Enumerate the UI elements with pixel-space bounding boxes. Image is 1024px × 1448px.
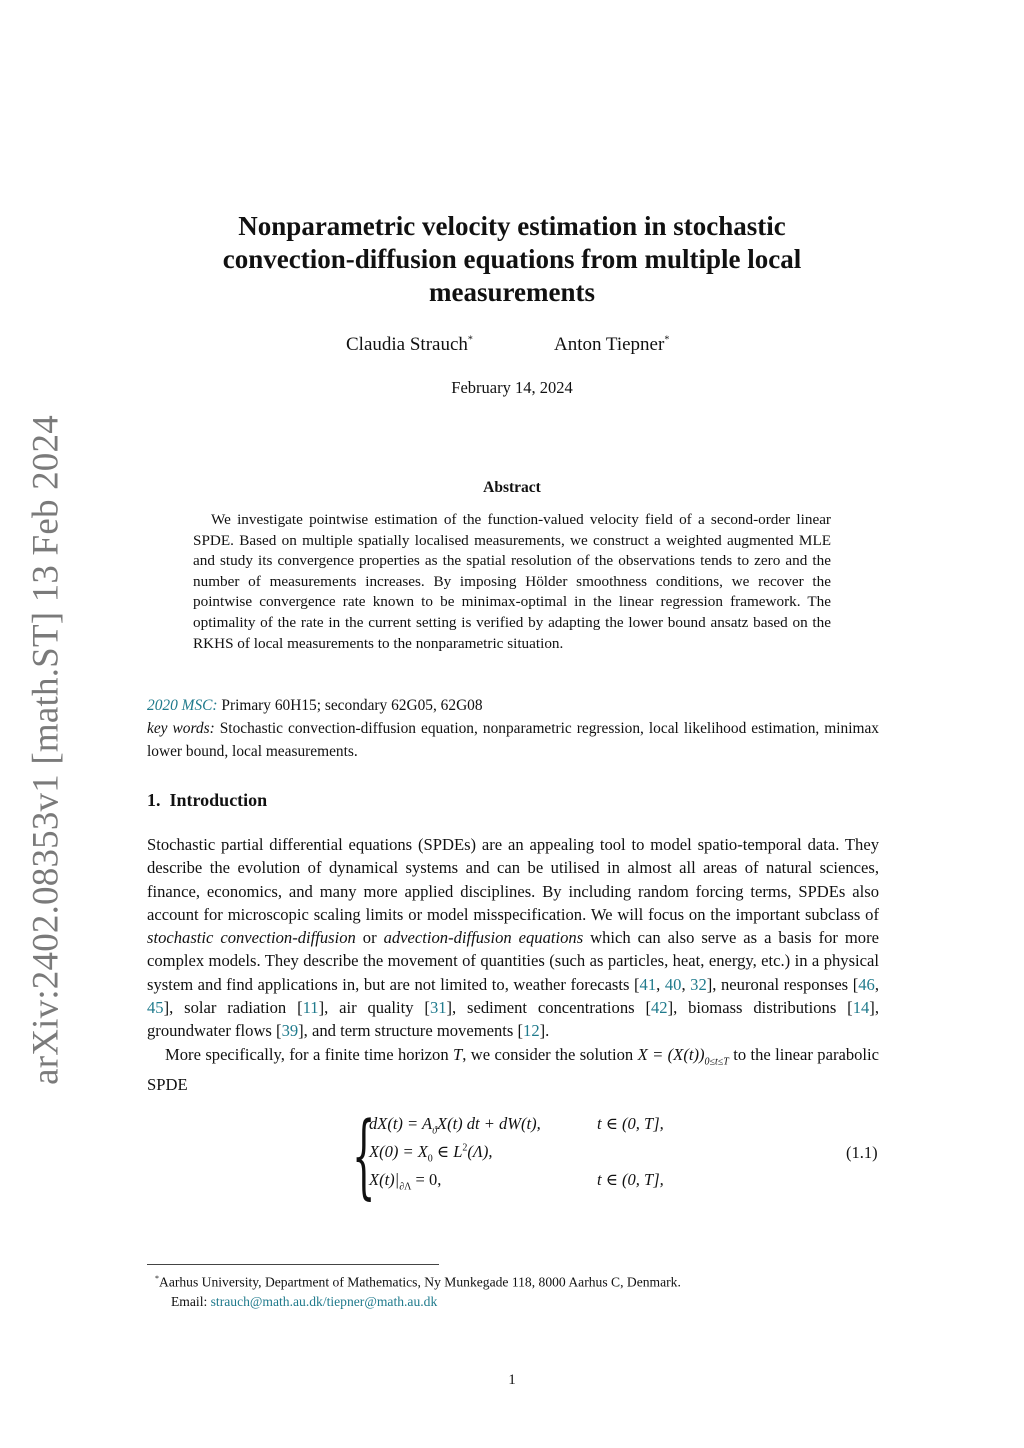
equation-line: $dX(t) = A_ϑX(t)$ dt + dW(t), bbox=[369, 1114, 541, 1137]
citation-link[interactable]: 11 bbox=[302, 998, 319, 1018]
keywords-block bbox=[147, 694, 879, 763]
footnote bbox=[155, 1269, 681, 1311]
paragraph: More specifically, for a finite time horizon T, we consider the solution $X = (X(t))_{0\le t\le T}$ to the linear parabolic SPDE bbox=[147, 1044, 880, 1095]
keywords-label: key words: bbox=[147, 720, 215, 737]
msc-value: Primary 60H15; secondary 62G05, 62G08 bbox=[217, 697, 483, 714]
abstract-text: We investigate pointwise estimation of the function-valued velocity field of a second-order linear SPDE. Based on multiple spatially localised measurements, we construct a weighted augmented MLE and study its convergence properties as the spatial resolution of the observations tends to zero and the number of measurements increases. By imposing Hölder smoothness conditions, we recover the pointwise convergence rate known to be minimax-optimal in the linear regression framework. The optimality of the rate in the current setting is verified by adapting the lower bound ansatz based on the RKHS of local measurements to the nonparametric situation. bbox=[193, 511, 831, 652]
title-line: convection-diffusion equations from multiple local bbox=[222, 244, 802, 274]
footnote-email: Email: strauch@math.au.dk/tiepner@math.au.dk bbox=[171, 1293, 438, 1309]
citation-link[interactable]: 42 bbox=[650, 998, 668, 1018]
equation-line: $X(0) = X_0$ ∈ $L^2(\Lambda)$, bbox=[369, 1142, 493, 1165]
keywords-line bbox=[147, 717, 879, 763]
citation-link[interactable]: 12 bbox=[523, 1021, 540, 1041]
citation-link[interactable]: 40 bbox=[664, 974, 682, 994]
msc-line bbox=[147, 694, 879, 717]
equation-number: (1.1) bbox=[846, 1143, 878, 1162]
footnote-mark: * bbox=[664, 334, 670, 346]
footnote-mark: * bbox=[467, 334, 473, 346]
footnote-divider bbox=[147, 1264, 439, 1265]
citation-link[interactable]: 45 bbox=[147, 998, 164, 1018]
footnote-affiliation: *Aarhus University, Department of Mathematics, Ny Munkegade 118, 8000 Aarhus C, Denmark. bbox=[155, 1274, 681, 1290]
author-strauch bbox=[346, 334, 473, 356]
author-name: Anton Tiepner bbox=[554, 334, 665, 355]
abstract-heading: Abstract bbox=[483, 479, 541, 496]
citation-link[interactable]: 14 bbox=[852, 998, 870, 1018]
title-line: Nonparametric velocity estimation in stochastic bbox=[238, 211, 786, 241]
section-number: 1. bbox=[147, 790, 161, 810]
section-heading bbox=[147, 790, 267, 811]
equation-line: $X(t)|_{\partial\Lambda} = 0$, bbox=[369, 1170, 442, 1193]
citation-link[interactable]: 32 bbox=[690, 974, 707, 994]
section-title: Introduction bbox=[169, 790, 268, 810]
page-number: 1 bbox=[508, 1372, 516, 1388]
citation-link[interactable]: 41 bbox=[639, 974, 657, 994]
citation-link[interactable]: 31 bbox=[429, 998, 447, 1018]
author-tiepner bbox=[554, 334, 669, 356]
left-brace: { bbox=[352, 1102, 376, 1209]
citation-link[interactable]: 39 bbox=[281, 1021, 299, 1041]
msc-link[interactable]: 2020 MSC: bbox=[147, 697, 218, 714]
email-link[interactable]: strauch@math.au.dk/tiepner@math.au.dk bbox=[210, 1293, 438, 1309]
paper-date: February 14, 2024 bbox=[451, 378, 573, 397]
title-line: measurements bbox=[429, 277, 595, 307]
arxiv-identifier: arXiv:2402.08353v1 [math.ST] 13 Feb 2024 bbox=[25, 415, 67, 1085]
keywords-value: Stochastic convection-diffusion equation, nonparametric regression, local likelihood estimation, minimax lower bound, local measurements. bbox=[147, 720, 879, 760]
paper-title bbox=[180, 210, 844, 309]
introduction-body bbox=[147, 833, 879, 1097]
citation-link[interactable]: 46 bbox=[858, 974, 875, 994]
author-name: Claudia Strauch bbox=[346, 334, 468, 355]
equation-condition: t ∈ (0, T], bbox=[597, 1114, 664, 1133]
equation-condition: t ∈ (0, T], bbox=[597, 1170, 664, 1189]
paragraph: Stochastic partial differential equations (SPDEs) are an appealing tool to model spatio-temporal data. They describe the evolution of dynamical systems and can be utilised in almost all areas of natural sciences, finance, economics, and many more applied disciplines. By including random forcing terms, SPDEs also account for microscopic scaling limits or model misspecification. We will focus on the important subclass of stochastic convection-diffusion or advection-diffusion equations which can also serve as a basis for more complex models. They describe the movement of quantities (such as particles, heat, energy, etc.) in a physical system and find applications in, but are not limited to, weather forecasts [41, 40, 32], neuronal responses [46, 45], solar radiation [11], air quality [31], sediment concentrations [42], biomass distributions [14], groundwater flows [39], and term structure movements [12]. bbox=[147, 835, 879, 1041]
